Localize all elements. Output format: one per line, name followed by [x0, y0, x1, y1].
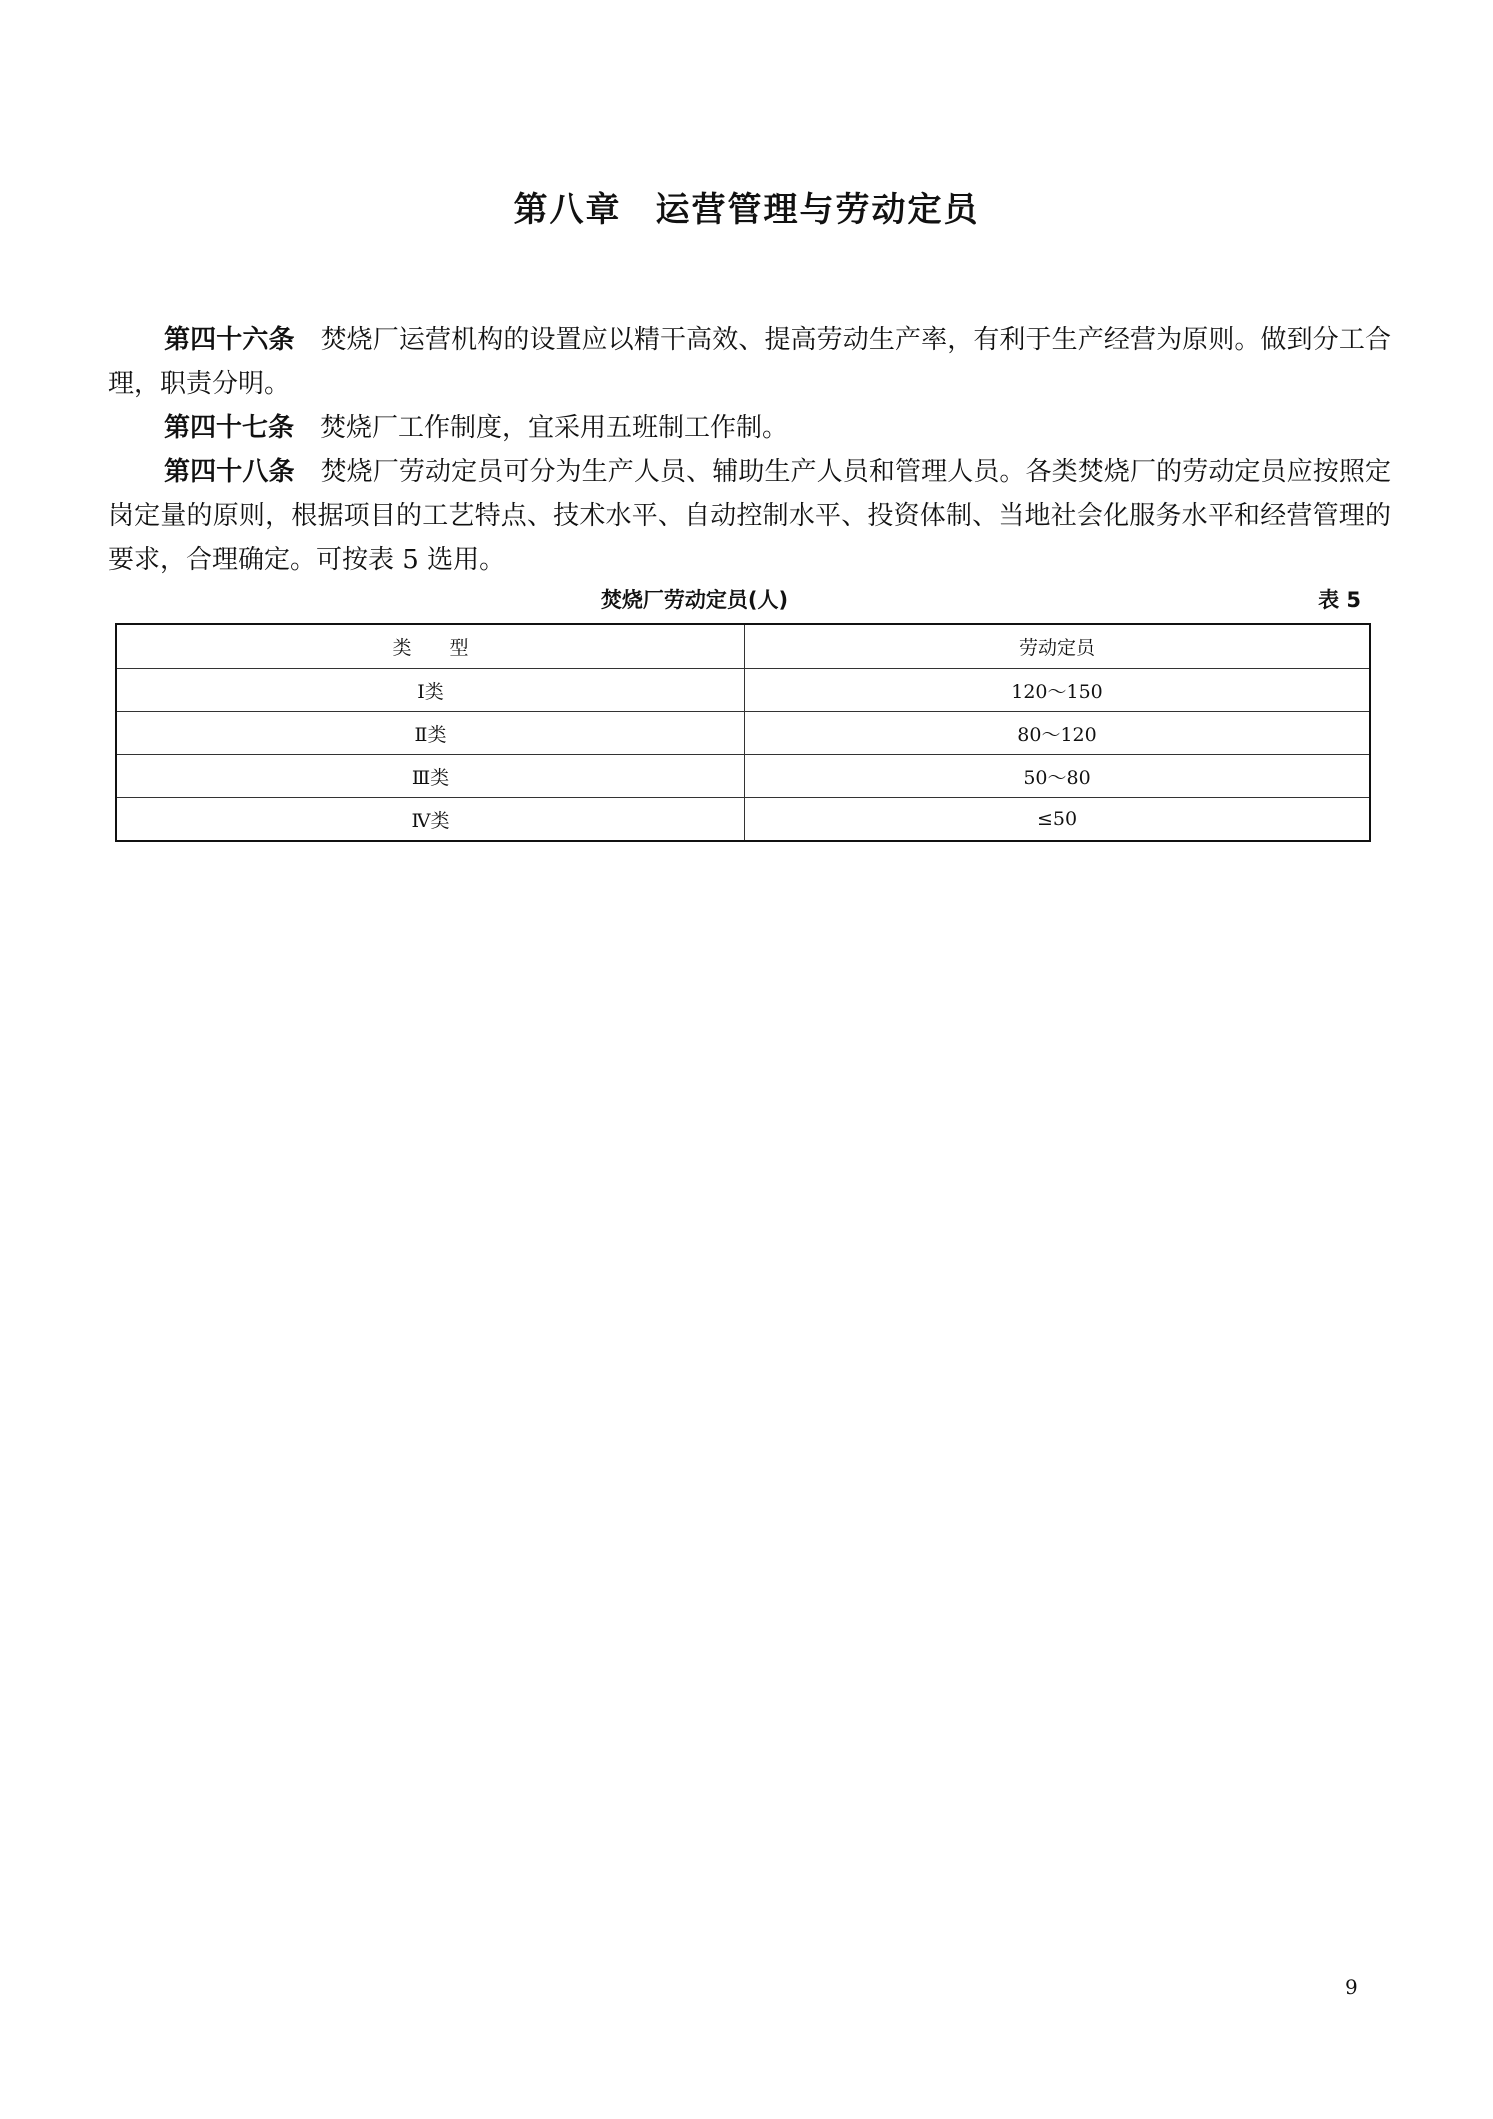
table-row [116, 669, 1370, 712]
table-number: 表 5 [1318, 588, 1361, 612]
chapter-number: 第八章 [513, 190, 622, 230]
column-header-type: 类 型 [116, 624, 745, 669]
article-text: 焚烧厂劳动定员可分为生产人员、辅助生产人员和管理人员。各类焚烧厂的劳动定员应按照定岗定量的原则，根据项目的工艺特点、技术水平、自动控制水平、投资体制、当地社会化服务水平和经营管理的要求，合理确定。可按表 5 选用。 [108, 457, 1391, 575]
table-row [116, 712, 1370, 755]
column-header-staffing: 劳动定员 [745, 624, 1371, 669]
type-cell: Ⅰ类 [116, 669, 745, 712]
article-46 [108, 318, 1391, 406]
table-header-row [116, 624, 1370, 669]
staffing-cell: ≤50 [745, 798, 1371, 842]
staffing-cell: 50～80 [745, 755, 1371, 798]
chapter-name: 运营管理与劳动定员 [655, 190, 980, 230]
staffing-cell: 80～120 [745, 712, 1371, 755]
chapter-title [0, 182, 1493, 231]
table-title: 焚烧厂劳动定员(人) [600, 588, 789, 612]
table-row [116, 755, 1370, 798]
article-text: 焚烧厂运营机构的设置应以精干高效、提高劳动生产率，有利于生产经营为原则。做到分工合理，职责分明。 [108, 325, 1391, 399]
article-47 [108, 406, 1391, 450]
article-number: 第四十六条 [164, 325, 295, 355]
table-row [116, 798, 1370, 842]
type-cell: Ⅳ类 [116, 798, 745, 842]
page-number: 9 [1345, 1975, 1358, 1999]
article-number: 第四十八条 [164, 457, 295, 487]
type-cell: Ⅲ类 [116, 755, 745, 798]
staffing-cell: 120～150 [745, 669, 1371, 712]
table-caption [108, 584, 1391, 614]
type-cell: Ⅱ类 [116, 712, 745, 755]
article-number: 第四十七条 [164, 413, 295, 443]
article-48 [108, 450, 1391, 582]
article-text: 焚烧厂工作制度，宜采用五班制工作制。 [320, 413, 789, 443]
staffing-table [115, 623, 1371, 842]
